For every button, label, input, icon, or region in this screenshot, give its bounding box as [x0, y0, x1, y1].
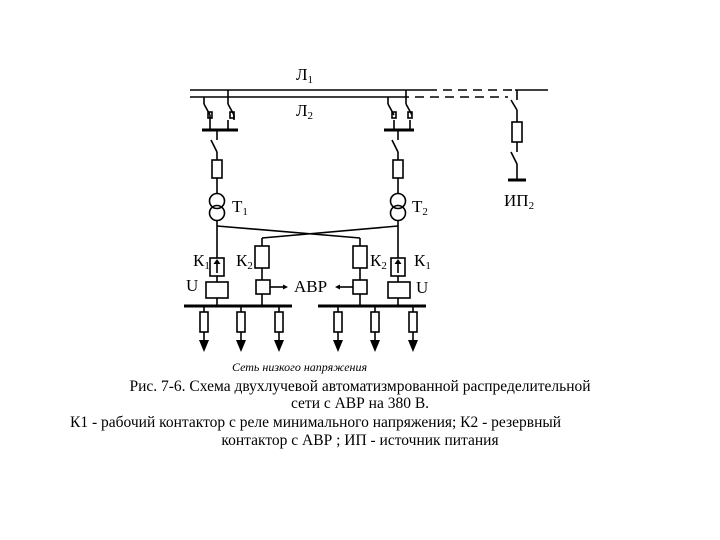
label-l2: Л2 [296, 101, 314, 122]
label-k1-right: К1 [414, 251, 431, 272]
label-k2-right: К2 [370, 251, 387, 272]
label-ip2: ИП2 [504, 191, 535, 212]
label-k1-left: К1 [193, 251, 210, 272]
standby-source-ip2 [508, 90, 526, 180]
feeder-2 [236, 306, 246, 352]
label-t2: Т2 [412, 197, 428, 218]
contactor-k2-left [255, 246, 288, 306]
cross-connection [217, 226, 398, 246]
label-u-right: U [416, 278, 429, 297]
feeder-6 [408, 306, 418, 352]
feeder-3 [274, 306, 284, 352]
label-avr: АВР [294, 277, 328, 296]
contactor-k2-right [335, 246, 367, 306]
feeder-4 [333, 306, 343, 352]
caption-line-4: контактор с АВР ; ИП - источник питания [221, 432, 499, 449]
right-hv-connection [384, 90, 414, 194]
label-l1: Л1 [296, 65, 314, 86]
label-k2-left: К2 [236, 251, 253, 272]
caption-line-3: К1 - рабочий контактор с реле минимального напряжения; К2 - резервный [70, 414, 562, 431]
caption-line-2: сети с АВР на 380 В. [290, 395, 430, 412]
feeder-5 [370, 306, 380, 352]
label-u-left: U [186, 276, 199, 295]
label-network: Сеть низкого напряжения [232, 360, 368, 374]
label-t1: Т1 [232, 197, 248, 218]
left-hv-connection [202, 90, 238, 194]
feeder-1 [199, 306, 209, 352]
contactor-k1-right [388, 258, 410, 306]
caption-line-1: Рис. 7-6. Схема двухлучевой автоматизмрованной распределительной [129, 378, 591, 395]
